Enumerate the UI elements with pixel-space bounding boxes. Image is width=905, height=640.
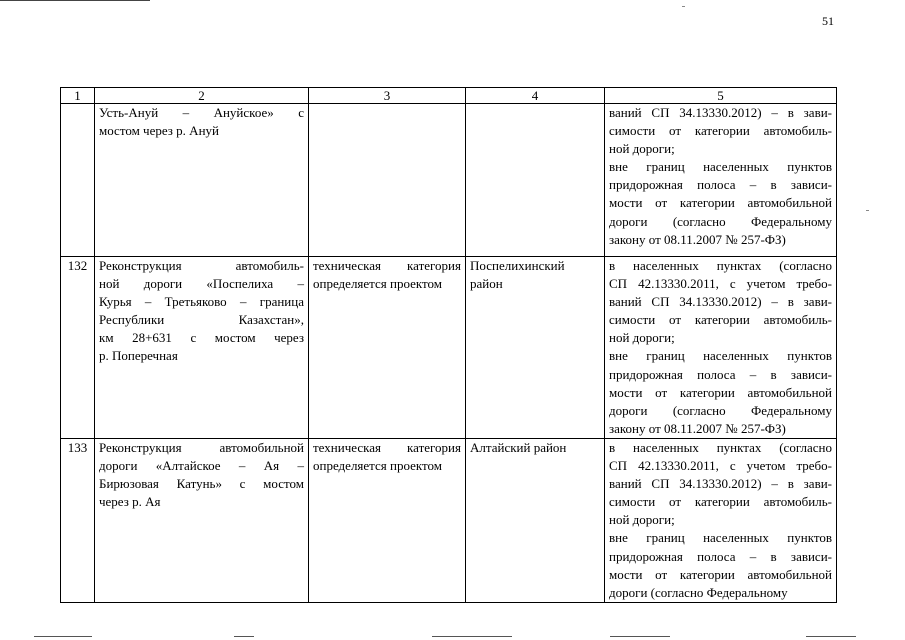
- text-line: дороги (согласно Федеральному: [609, 213, 832, 229]
- scan-edge-line: [34, 636, 92, 637]
- column-header: 4: [466, 88, 605, 104]
- text-line: определяется проектом: [313, 276, 443, 292]
- text-line: симости от категории автомобиль-: [609, 312, 832, 328]
- text-line: мости от категории автомобильной: [609, 195, 832, 211]
- text-line: придорожная полоса – в зависи-: [609, 177, 832, 193]
- text-line: закону от 08.11.2007 № 257-ФЗ): [609, 231, 786, 247]
- scan-speck: [866, 210, 869, 211]
- text-line: Курья – Третьяково – граница: [99, 294, 304, 310]
- text-line: ной дороги;: [609, 512, 675, 528]
- text-line: техническая категория: [313, 258, 461, 273]
- text-line: вне границ населенных пунктов: [609, 159, 832, 175]
- object-name-cell: [95, 438, 309, 602]
- row-number-cell: 133: [61, 438, 95, 602]
- text-line: ной дороги;: [609, 330, 675, 346]
- text-line: мости от категории автомобильной: [609, 384, 832, 400]
- text-line: СП 42.13330.2011, с учетом требо-: [609, 276, 832, 292]
- text-line: ваний СП 34.13330.2012) – в зави-: [609, 476, 832, 492]
- text-line: Реконструкция автомобильной: [99, 439, 304, 455]
- text-line: придорожная полоса – в зависи-: [609, 548, 832, 564]
- column-header: 3: [309, 88, 466, 104]
- text-line: Алтайский район: [470, 439, 567, 455]
- row-number-cell: 132: [61, 257, 95, 439]
- column-header: 5: [605, 88, 837, 104]
- district-cell: [466, 104, 605, 257]
- text-line: техническая категория: [313, 439, 461, 455]
- object-name-cell: [95, 257, 309, 439]
- setback-cell: [605, 438, 837, 602]
- column-header: 1: [61, 88, 95, 104]
- text-line: через р. Ая: [99, 494, 161, 510]
- text-line: мости от категории автомобильной: [609, 566, 832, 582]
- page-number: 51: [822, 14, 834, 28]
- text-line: км 28+631 с мостом через: [99, 330, 304, 346]
- scan-speck: [682, 6, 685, 7]
- text-line: ваний СП 34.13330.2012) – в зави-: [609, 105, 832, 120]
- text-line: Усть-Ануй – Ануйское» с: [99, 105, 304, 120]
- table-row: [61, 257, 837, 439]
- scan-edge-line: [0, 0, 150, 1]
- text-line: определяется проектом: [313, 458, 443, 474]
- scan-edge-line: [234, 636, 254, 637]
- text-line: Реконструкция автомобиль-: [99, 258, 304, 273]
- text-line: придорожная полоса – в зависи-: [609, 366, 832, 382]
- text-line: дороги (согласно Федеральному: [609, 584, 788, 600]
- text-line: ной дороги «Поспелиха –: [99, 276, 304, 292]
- row-number-cell: [61, 104, 95, 257]
- text-line: Поспелихинский: [470, 258, 565, 273]
- table-header-row: [61, 88, 837, 104]
- text-line: симости от категории автомобиль-: [609, 494, 832, 510]
- text-line: симости от категории автомобиль-: [609, 123, 832, 139]
- text-line: мостом через р. Ануй: [99, 123, 219, 139]
- text-line: дороги (согласно Федеральному: [609, 402, 832, 418]
- text-line: вне границ населенных пунктов: [609, 530, 832, 546]
- scan-edge-line: [432, 636, 512, 637]
- document-table: [60, 87, 837, 603]
- text-line: ной дороги;: [609, 141, 675, 157]
- object-name-cell: [95, 104, 309, 257]
- column-header: 2: [95, 88, 309, 104]
- text-line: в населенных пунктах (согласно: [609, 439, 832, 455]
- scan-edge-line: [610, 636, 670, 637]
- text-line: в населенных пунктах (согласно: [609, 258, 832, 273]
- district-cell: [466, 438, 605, 602]
- text-line: Бирюзовая Катунь» с мостом: [99, 476, 304, 492]
- scan-edge-line: [806, 636, 856, 637]
- text-line: район: [470, 276, 503, 292]
- text-line: р. Поперечная: [99, 348, 178, 364]
- category-cell: [309, 104, 466, 257]
- district-cell: [466, 257, 605, 439]
- text-line: ваний СП 34.13330.2012) – в зави-: [609, 294, 832, 310]
- category-cell: [309, 257, 466, 439]
- table-row: [61, 438, 837, 602]
- table-row: [61, 104, 837, 257]
- category-cell: [309, 438, 466, 602]
- setback-cell: [605, 104, 837, 257]
- text-line: закону от 08.11.2007 № 257-ФЗ): [609, 420, 786, 436]
- text-line: Республики Казахстан»,: [99, 312, 304, 328]
- setback-cell: [605, 257, 837, 439]
- text-line: СП 42.13330.2011, с учетом требо-: [609, 458, 832, 474]
- text-line: дороги «Алтайское – Ая –: [99, 458, 304, 474]
- text-line: вне границ населенных пунктов: [609, 348, 832, 364]
